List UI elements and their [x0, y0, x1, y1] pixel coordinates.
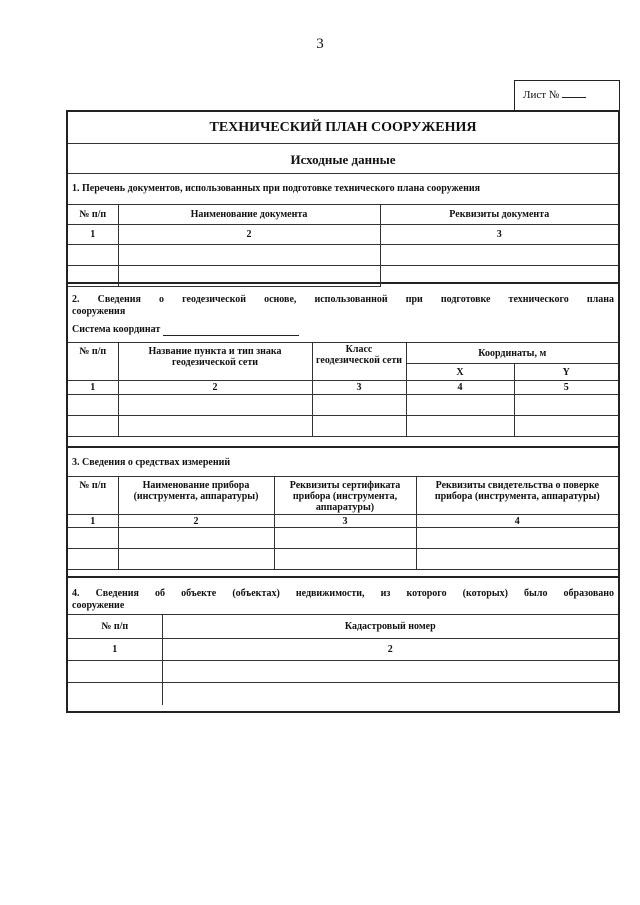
col-number-1: 1	[68, 225, 118, 245]
section-1-table	[68, 204, 618, 287]
sheet-number-blank[interactable]	[562, 97, 586, 98]
table-number-row	[68, 225, 618, 245]
col-header-number: № п/п	[68, 615, 162, 639]
section-2-heading-line1: 2. Сведения о геодезической основе, использованной при подготовке технического плана	[72, 294, 614, 305]
col-number-4: 4	[406, 381, 514, 395]
table-number-row	[68, 515, 618, 528]
table-number-row	[68, 381, 618, 395]
table-row[interactable]	[68, 395, 618, 416]
col-number-1: 1	[68, 639, 162, 661]
col-number-3: 3	[380, 225, 618, 245]
page-number: 3	[316, 36, 324, 52]
document-title: ТЕХНИЧЕСКИЙ ПЛАН СООРУЖЕНИЯ	[209, 120, 477, 135]
col-header-verification: Реквизиты свидетельства о поверке прибора (инструмента, аппаратуры)	[416, 477, 618, 515]
sheet-number-box	[514, 80, 620, 110]
table-row[interactable]	[68, 661, 618, 683]
subtitle-row	[68, 144, 618, 174]
table-header-row	[68, 477, 618, 515]
section-3	[68, 448, 618, 578]
table-row[interactable]	[68, 549, 618, 570]
section-2-table	[68, 342, 618, 437]
technical-plan-frame	[66, 110, 620, 713]
table-row[interactable]	[68, 528, 618, 549]
col-header-certificate: Реквизиты сертификата прибора (инструмента, аппаратуры)	[274, 477, 416, 515]
col-number-2: 2	[162, 639, 618, 661]
table-header-row	[68, 615, 618, 639]
section-4-heading-line1: 4. Сведения об объекте (объектах) недвижимости, из которого (которых) было образовано	[72, 588, 614, 599]
col-header-document-name: Наименование документа	[118, 205, 380, 225]
col-header-x: X	[406, 364, 514, 381]
col-number-3: 3	[274, 515, 416, 528]
section-4-table	[68, 614, 618, 705]
col-number-3: 3	[312, 381, 406, 395]
col-number-4: 4	[416, 515, 618, 528]
section-3-table	[68, 476, 618, 570]
coordinate-system-line	[68, 318, 618, 342]
col-header-point-name: Название пункта и тип знака геодезической сети	[118, 343, 312, 381]
col-header-device-name: Наименование прибора (инструмента, аппаратуры)	[118, 477, 274, 515]
table-row[interactable]	[68, 245, 618, 266]
section-3-heading: 3. Сведения о средствах измерений	[72, 457, 231, 468]
col-header-network-class: Класс геодезической сети	[312, 343, 406, 381]
document-subtitle: Исходные данные	[290, 152, 396, 167]
sheet-label: Лист №	[523, 89, 560, 101]
table-row[interactable]	[68, 416, 618, 437]
col-header-y: Y	[514, 364, 618, 381]
col-header-cadastral-number: Кадастровый номер	[162, 615, 618, 639]
coordinate-system-label: Система координат	[72, 324, 161, 335]
col-number-5: 5	[514, 381, 618, 395]
col-number-2: 2	[118, 225, 380, 245]
col-header-coordinates: Координаты, м	[406, 343, 618, 364]
section-1-heading: 1. Перечень документов, использованных при подготовке технического плана сооружения	[72, 183, 481, 194]
section-2-heading-line2: сооружения	[72, 306, 126, 317]
col-number-1: 1	[68, 515, 118, 528]
col-number-2: 2	[118, 515, 274, 528]
col-header-document-details: Реквизиты документа	[380, 205, 618, 225]
col-number-2: 2	[118, 381, 312, 395]
table-header-row	[68, 205, 618, 225]
section-1	[68, 174, 618, 284]
table-row[interactable]	[68, 683, 618, 705]
title-row	[68, 112, 618, 144]
table-number-row	[68, 639, 618, 661]
col-number-1: 1	[68, 381, 118, 395]
section-2	[68, 284, 618, 448]
col-header-number: № п/п	[68, 477, 118, 515]
section-4-heading-line2: сооружение	[72, 600, 125, 611]
coordinate-system-blank[interactable]	[163, 335, 299, 336]
col-header-number: № п/п	[68, 205, 118, 225]
section-4	[68, 578, 618, 711]
col-header-number: № п/п	[68, 343, 118, 381]
table-header-row	[68, 343, 618, 364]
